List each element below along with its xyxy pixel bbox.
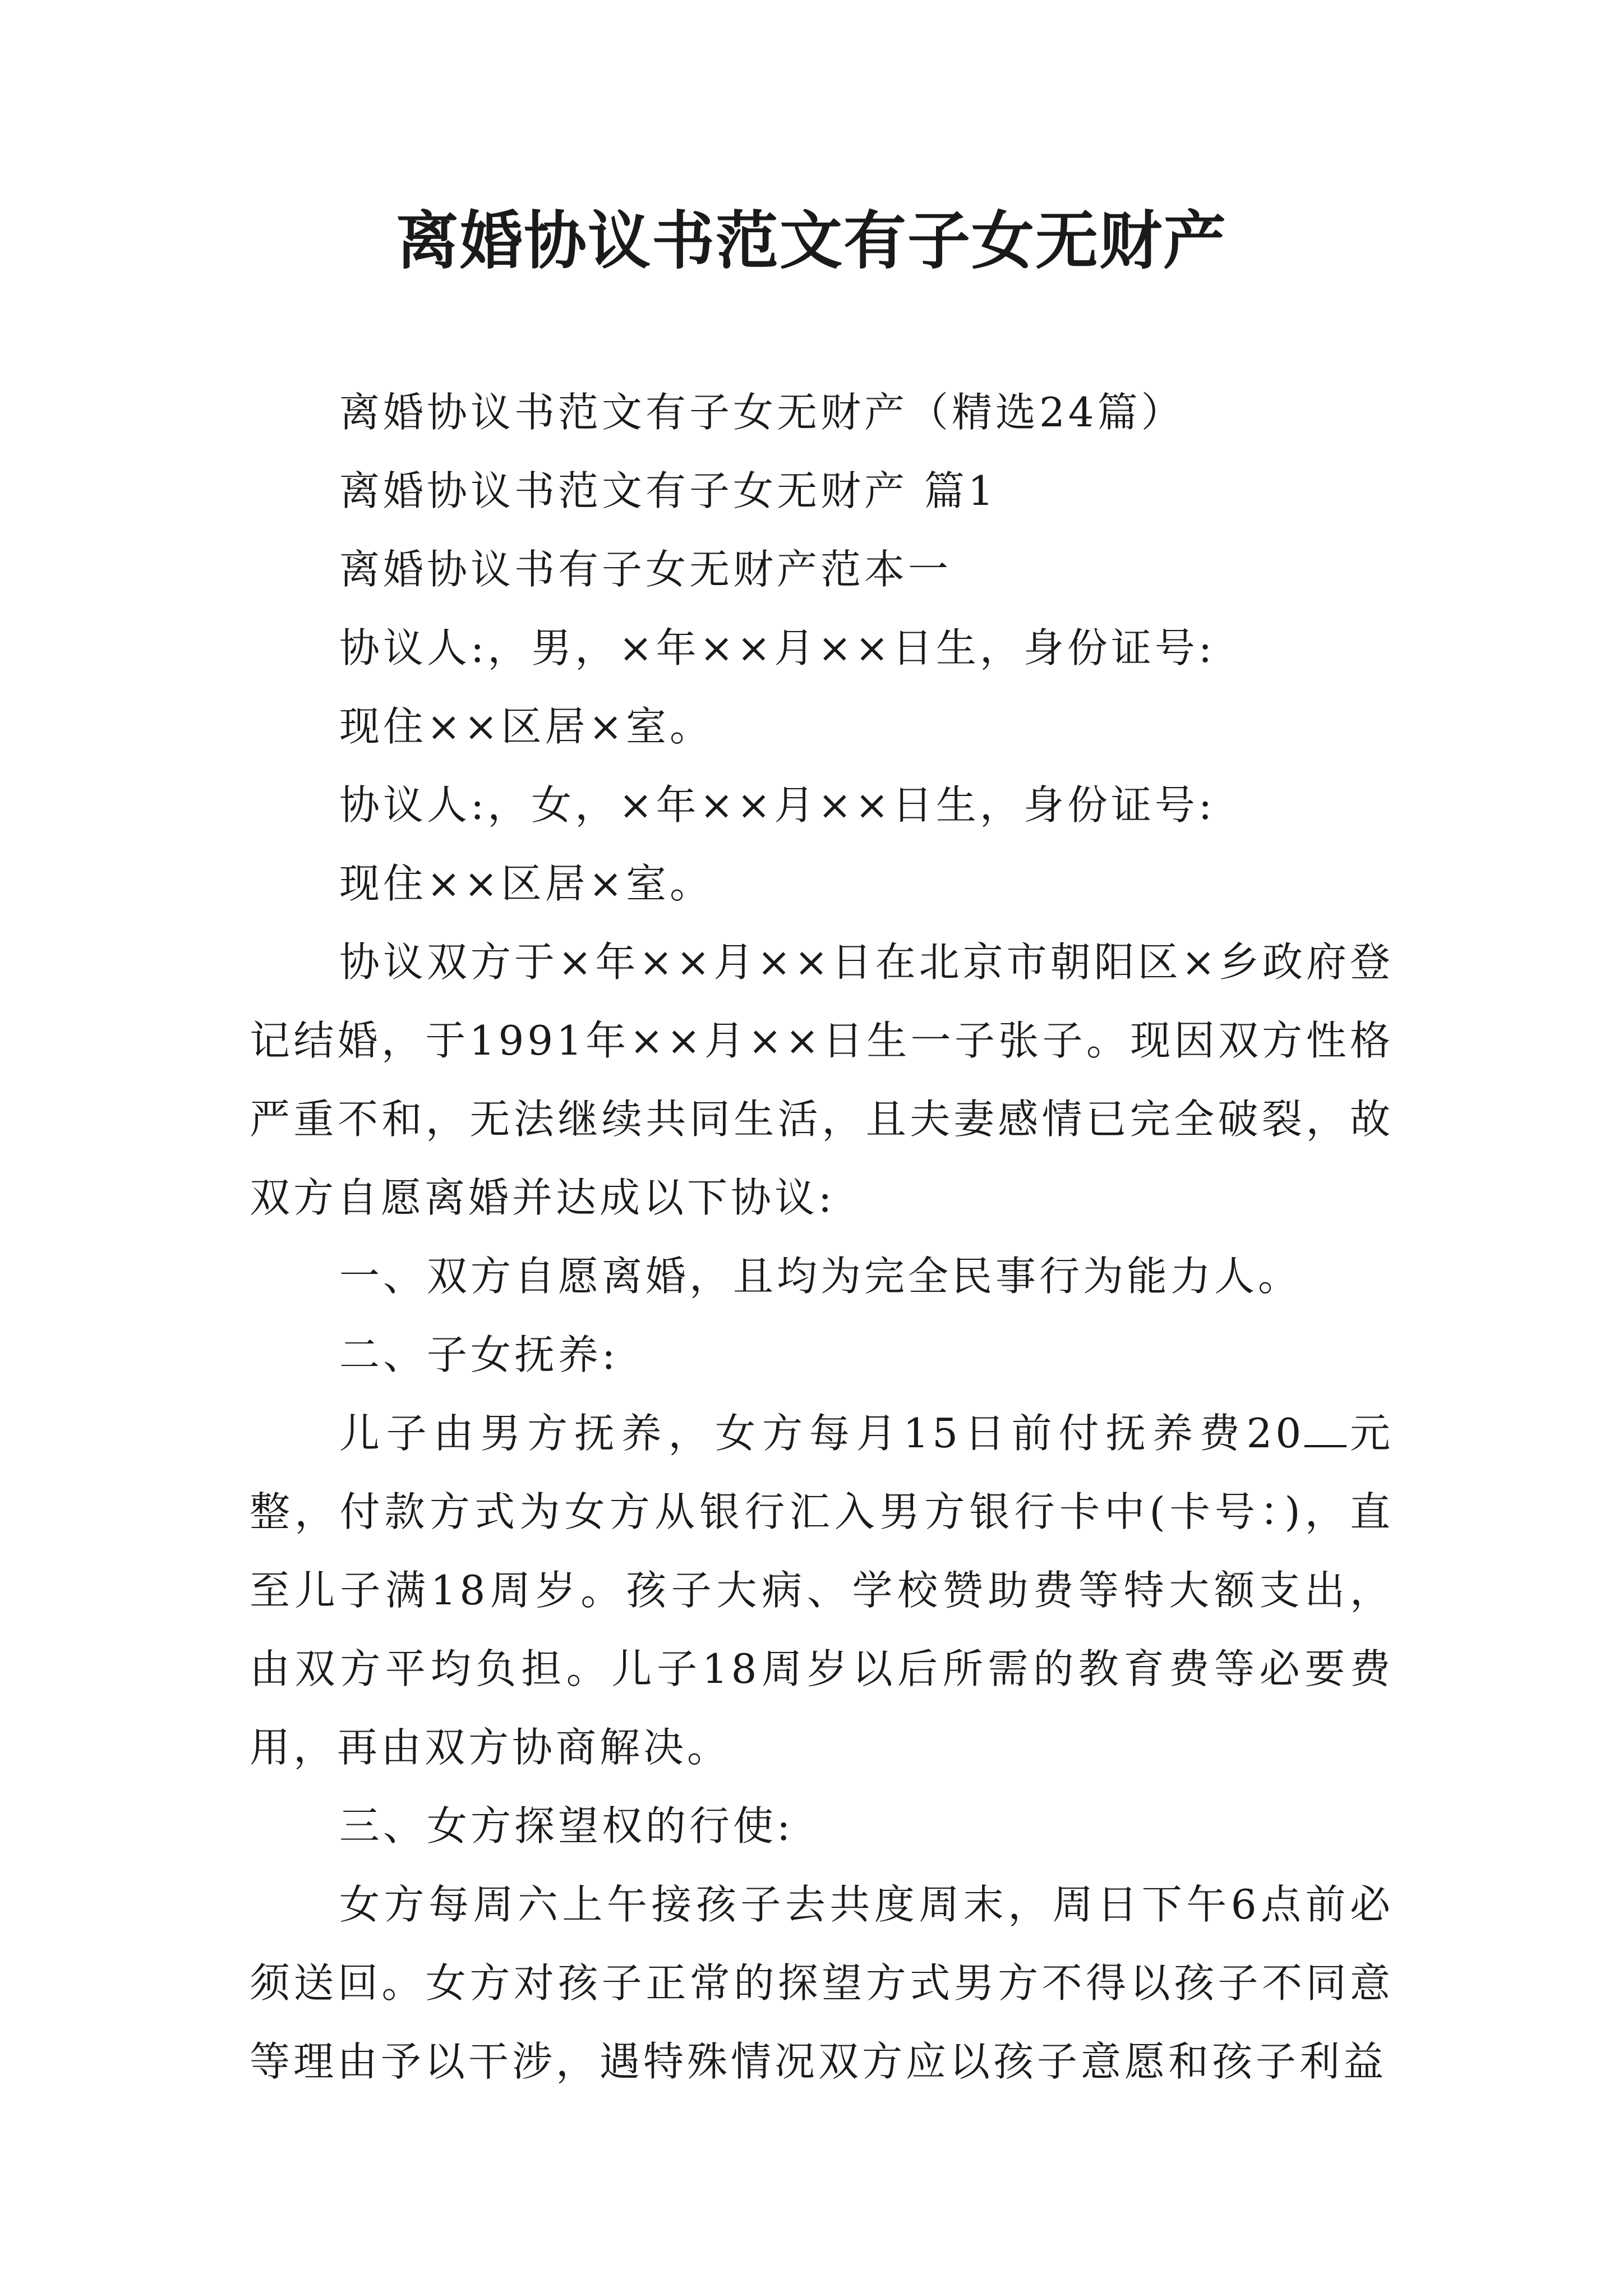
paragraph: 协议双方于×年××月××日在北京市朝阳区×乡政府登记结婚，于1991年××月××日生一子张子。现因双方性格严重不和，无法继续共同生活，且夫妻感情已完全破裂，故双方自愿离婚并达成以下协议:	[250, 938, 1394, 1221]
paragraph: 女方每周六上午接孩子去共度周末，周日下午6点前必须送回。女方对孩子正常的探望方式男方不得以孩子不同意等理由予以干涉，遇特殊情况双方应以孩子意愿和孩子利益	[250, 1881, 1394, 2085]
support-text-before-blank: 儿子由男方抚养，女方每月15日前付抚养费20	[339, 1410, 1305, 1457]
document-body	[250, 373, 1394, 2101]
document-title: 离婚协议书范文有子女无财产	[396, 204, 1227, 278]
paragraph: 三、女方探望权的行使:	[339, 1802, 794, 1849]
paragraph: 协议人:，女，×年××月××日生，身份证号:	[339, 781, 1216, 829]
paragraph: 离婚协议书有子女无财产范本一	[339, 546, 952, 593]
paragraph: 现住××区居×室。	[339, 860, 713, 907]
fill-in-blank	[1304, 1411, 1347, 1447]
paragraph: 协议人:，男，×年××月××日生，身份证号:	[339, 624, 1216, 671]
paragraph: 现住××区居×室。	[339, 703, 713, 750]
paragraph: 一、双方自愿离婚，且均为完全民事行为能力人。	[339, 1253, 1302, 1300]
paragraph: 二、子女抚养:	[339, 1331, 619, 1378]
paragraph: 离婚协议书范文有子女无财产 篇1	[339, 467, 997, 514]
support-text-after-blank: 元整，付款方式为女方从银行汇入男方银行卡中(卡号：)，直至儿子满18周岁。孩子大病、学校赞助费等特大额支出，由双方平均负担。儿子18周岁以后所需的教育费等必要费用，再由双方协商解决。	[250, 1410, 1394, 1771]
paragraph: 离婚协议书范文有子女无财产（精选24篇）	[339, 389, 1185, 436]
support-paragraph	[250, 1394, 1394, 1787]
